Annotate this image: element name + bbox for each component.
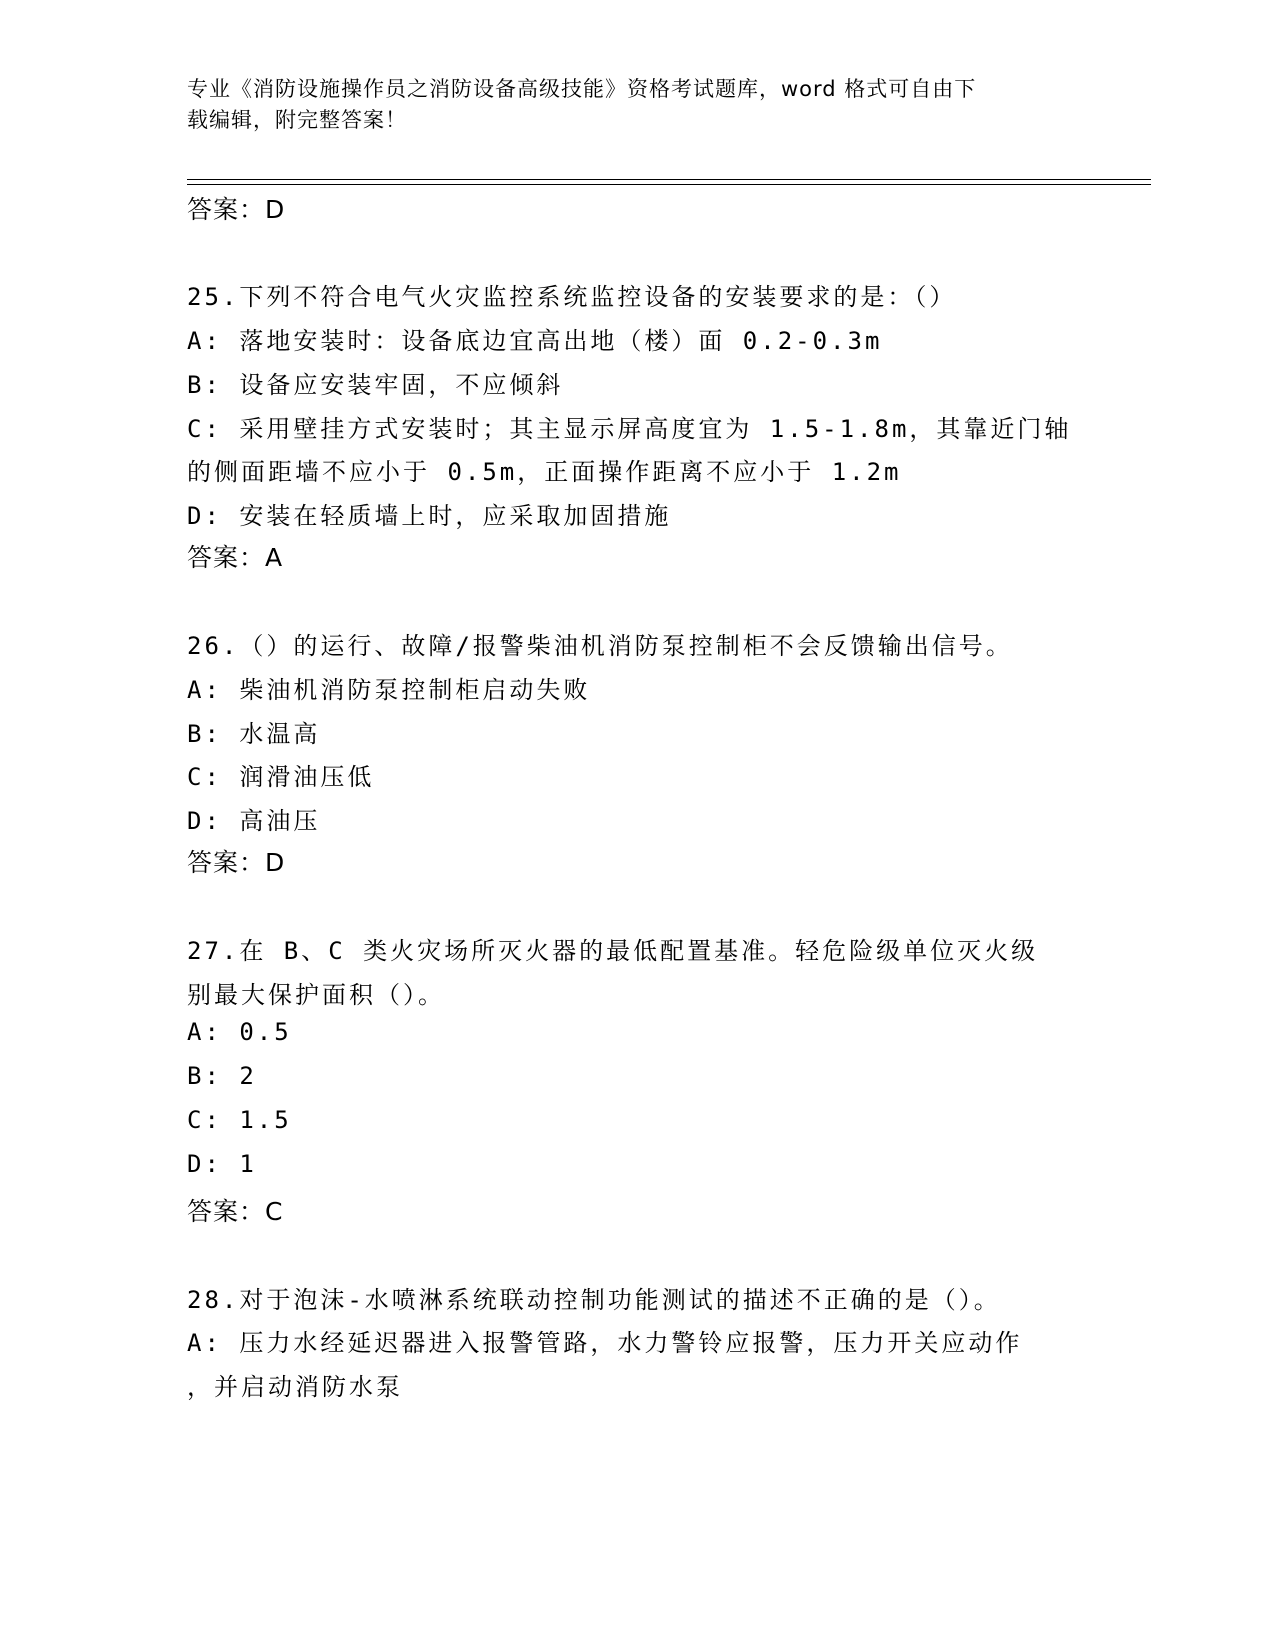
question-28-option-a-cont: ，并启动消防水泵 [187, 1373, 403, 1401]
document-header [187, 74, 1067, 136]
header-divider-top [187, 179, 1151, 180]
question-26-text: 26.（）的运行、故障/报警柴油机消防泵控制柜不会反馈输出信号。 [187, 632, 1013, 660]
question-26-option-a: A: 柴油机消防泵控制柜启动失败 [187, 676, 591, 704]
question-26-answer: 答案：D [187, 848, 286, 877]
question-25-option-d: D: 安装在轻质墙上时，应采取加固措施 [187, 502, 672, 530]
question-26-option-d: D: 高油压 [187, 807, 321, 835]
question-27-text: 27.在 B、C 类火灾场所灭火器的最低配置基准。轻危险级单位灭火级 [187, 937, 1039, 965]
previous-answer: 答案：D [187, 195, 286, 224]
question-25-option-a: A: 落地安装时：设备底边宜高出地（楼）面 0.2-0.3m [187, 327, 883, 355]
question-25-option-c-cont: 的侧面距墙不应小于 0.5m，正面操作距离不应小于 1.2m [187, 458, 902, 486]
header-divider-bottom [187, 184, 1151, 185]
question-27-option-a: A: 0.5 [187, 1018, 292, 1046]
question-27-option-d: D: 1 [187, 1150, 257, 1178]
question-28-option-a: A: 压力水经延迟器进入报警管路，水力警铃应报警，压力开关应动作 [187, 1329, 1023, 1357]
question-26-option-b: B: 水温高 [187, 720, 321, 748]
question-25-text: 25.下列不符合电气火灾监控系统监控设备的安装要求的是：（） [187, 283, 957, 311]
question-28-text: 28.对于泡沫-水喷淋系统联动控制功能测试的描述不正确的是（）。 [187, 1286, 1001, 1314]
question-26-option-c: C: 润滑油压低 [187, 763, 375, 791]
question-27-option-b: B: 2 [187, 1062, 257, 1090]
question-25-option-b: B: 设备应安装牢固，不应倾斜 [187, 371, 564, 399]
header-line-2: 载编辑，附完整答案！ [187, 108, 407, 132]
question-27-text-cont: 别最大保护面积（）。 [187, 981, 445, 1009]
question-27-answer: 答案：C [187, 1197, 284, 1226]
question-25-option-c: C: 采用壁挂方式安装时；其主显示屏高度宜为 1.5-1.8m，其靠近门轴 [187, 415, 1072, 443]
question-25-answer: 答案：A [187, 543, 284, 572]
question-27-option-c: C: 1.5 [187, 1106, 292, 1134]
header-line-1: 专业《消防设施操作员之消防设备高级技能》资格考试题库，word 格式可自由下 [187, 77, 977, 101]
